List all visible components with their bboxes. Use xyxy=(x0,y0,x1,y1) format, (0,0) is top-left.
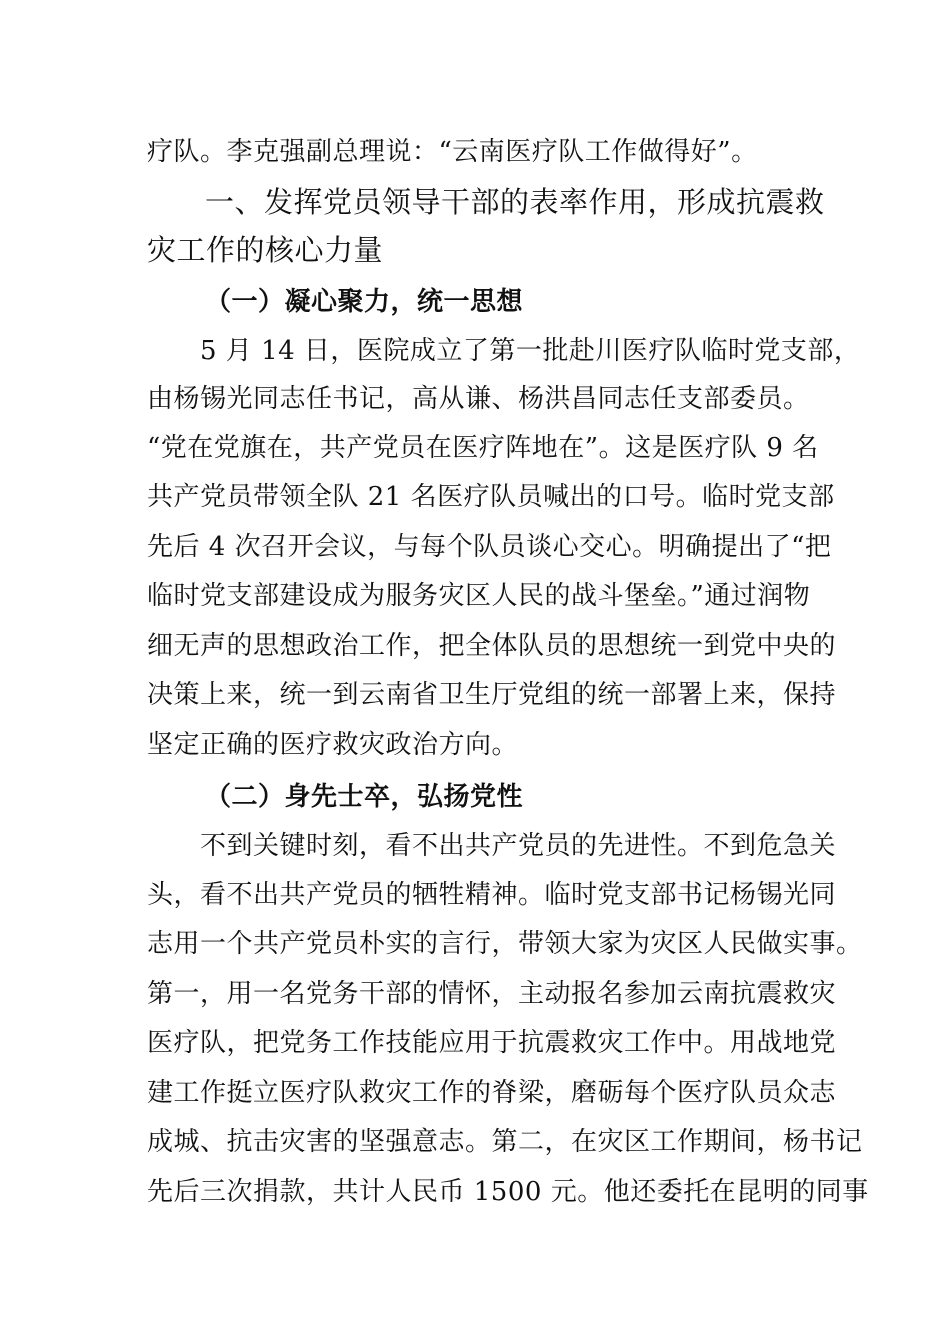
body-text-line: 共产党员带领全队 21 名医疗队员喊出的口号。临时党支部 xyxy=(147,482,835,512)
body-text-line: 志用一个共产党员朴实的言行，带领大家为灾区人民做实事。 xyxy=(147,929,863,959)
body-text-line: 成城、抗击灾害的坚强意志。第二，在灾区工作期间，杨书记 xyxy=(147,1127,863,1157)
body-text-line: 不到关键时刻，看不出共产党员的先进性。不到危急关 xyxy=(200,831,837,861)
body-text-line: 疗队。李克强副总理说：“云南医疗队工作做得好”。 xyxy=(147,137,758,167)
body-text-line: 坚定正确的医疗救灾政治方向。 xyxy=(147,730,519,760)
body-text-line: 建工作挺立医疗队救灾工作的脊梁，磨砺每个医疗队员众志 xyxy=(147,1078,837,1108)
body-text-line: 5 月 14 日，医院成立了第一批赴川医疗队临时党支部， xyxy=(200,336,861,366)
body-text-line: 先后三次捐款，共计人民币 1500 元。他还委托在昆明的同事 xyxy=(147,1177,869,1207)
body-text-line: 临时党支部建设成为服务灾区人民的战斗堡垒。”通过润物 xyxy=(147,581,811,611)
subsection-heading: （二）身先士卒，弘扬党性 xyxy=(205,782,524,812)
subsection-heading: （一）凝心聚力，统一思想 xyxy=(205,287,524,317)
body-text-line: 头，看不出共产党员的牺牲精神。临时党支部书记杨锡光同 xyxy=(147,880,837,910)
body-text-line: 由杨锡光同志任书记，高从谦、杨洪昌同志任支部委员。 xyxy=(147,384,810,414)
body-text-line: 先后 4 次召开会议，与每个队员谈心交心。明确提出了“把 xyxy=(147,532,832,562)
section-heading-line: 灾工作的核心力量 xyxy=(147,233,384,267)
body-text-line: 第一，用一名党务干部的情怀，主动报名参加云南抗震救灾 xyxy=(147,979,837,1009)
body-text-line: 细无声的思想政治工作，把全体队员的思想统一到党中央的 xyxy=(147,631,837,661)
section-heading-line: 一、发挥党员领导干部的表率作用，形成抗震救 xyxy=(205,185,825,219)
body-text-line: “党在党旗在，共产党员在医疗阵地在”。这是医疗队 9 名 xyxy=(147,433,819,463)
body-text-line: 决策上来，统一到云南省卫生厅党组的统一部署上来，保持 xyxy=(147,680,837,710)
body-text-line: 医疗队，把党务工作技能应用于抗震救灾工作中。用战地党 xyxy=(147,1028,837,1058)
